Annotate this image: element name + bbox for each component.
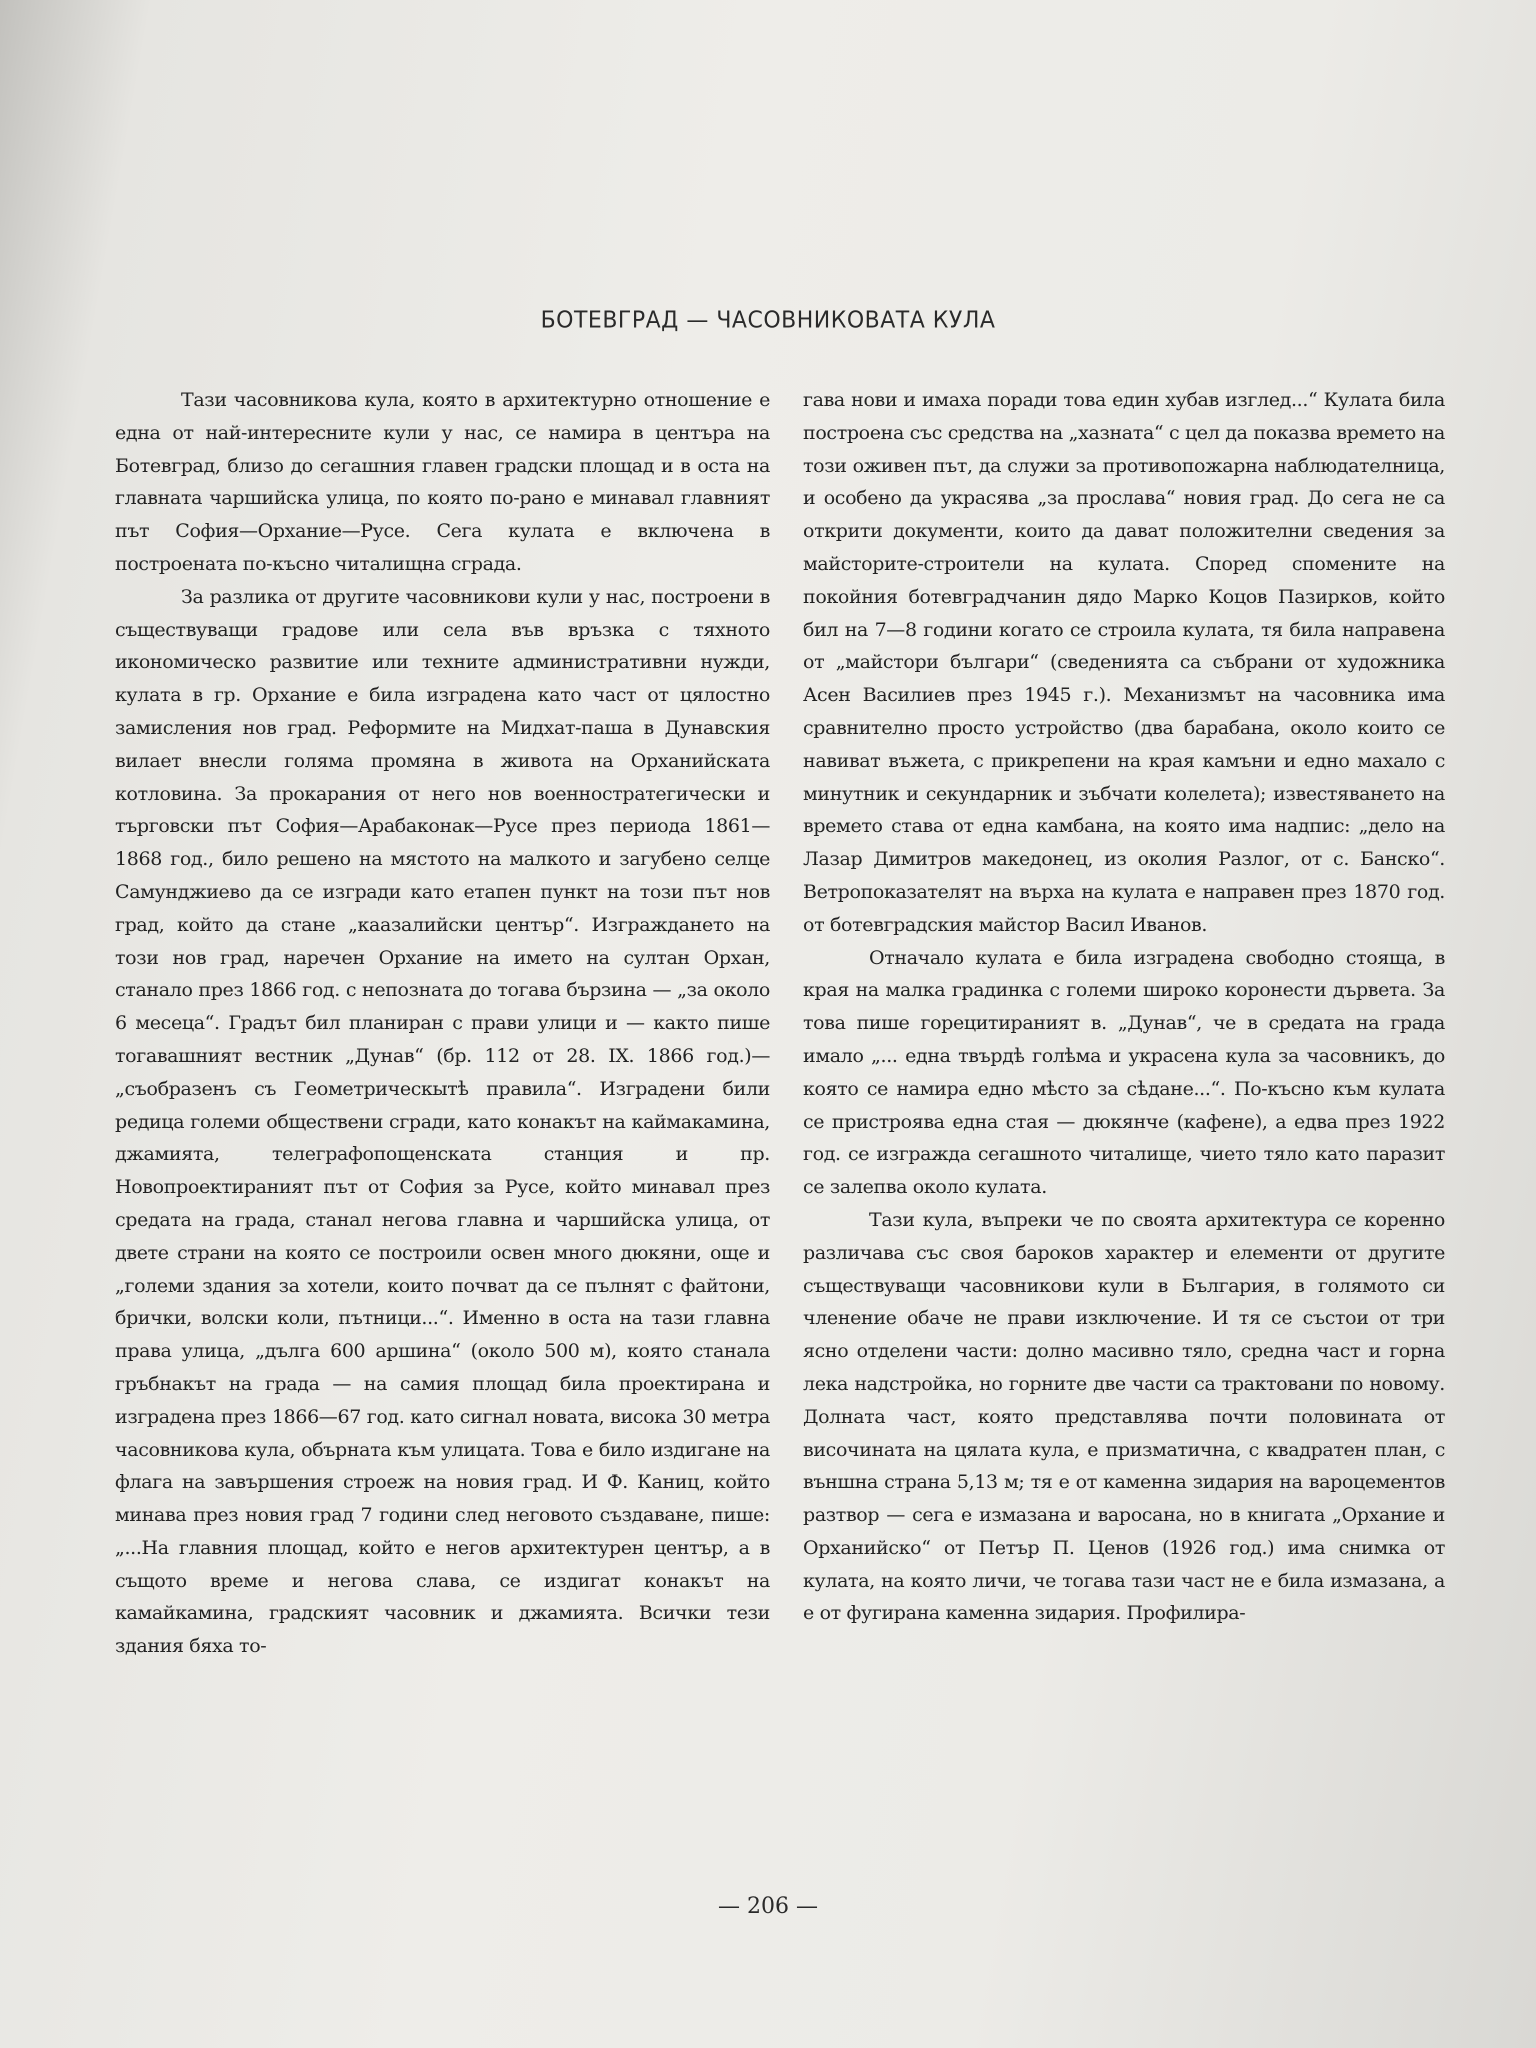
paragraph: Отначало кулата е била изградена свободно стояща, в края на малка градинка с големи широко коронести дървета. За това пише горецитираният в. „Дунав“, че в средата на града имало „... една твърдѣ голѣма и украсена кула за часовникъ, до която се намира едно мѣсто за сѣдане...“. По-късно към кулата се пристроява една стая — дюкянче (кафене), а едва през 1922 год. се изгражда сегашното читалище, чието тяло като паразит се залепва около кулата. — [803, 946, 1445, 1199]
right-column — [803, 384, 1445, 1630]
page-number: — 206 — — [718, 1894, 818, 1919]
paragraph: За разлика от другите часовникови кули у нас, построени в съществуващи градове или села във връзка с тяхното икономическо развитие или техните административни нужди, кулата в гр. Орхание е била изградена като част от цялостно замисления нов град. Реформите на Мидхат-паша в Дунавския вилает внесли голяма промяна в живота на Орханийската котловина. За прокарания от него нов военностратегически и търговски път София—Арабаконак—Русе през периода 1861—1868 год., било решено на мястото на малкото и загубено селце Самунджиево да се изгради като етапен пункт на този път нов град, който да стане „каазалийски център“. Изграждането на този нов град, наречен Орхание на името на султан Орхан, станало през 1866 год. с непозната до тогава бързина — „за около 6 месеца“. Градът бил планиран с прави улици и — както пише тогавашният вестник „Дунав“ (бр. 112 от 28. IX. 1866 год.)— „съобразенъ съ Геометрическытѣ правила“. Изградени били редица големи обществени сгради, като конакът на каймакамина, джамията, телеграфопощенската станция и пр. Новопроектираният път от София за Русе, който минавал през средата на града, станал негова главна и чаршийска улица, от двете страни на която се построили освен много дюкяни, още и „големи здания за хотели, които почват да се пълнят с файтони, брички, волски коли, пътници...“. Именно в оста на тази главна права улица, „дълга 600 аршина“ (около 500 м), която станала гръбнакът на града — на самия площад била проектирана и изградена през 1866—67 год. като сигнал новата, висока 30 метра часовникова кула, обърната към улицата. Това е било издигане на флага на завършения строеж на новия град. И Ф. Каниц, който минава през новия град 7 години след неговото създаване, пише: „...На главния площад, който е негов архитектурен център, а в същото време и негова слава, се издигат конакът на камайкамина, градският часовник и джамията. Всички тези здания бяха то- — [115, 585, 770, 1658]
paragraph: гава нови и имаха поради това един хубав изглед...“ Кулата била построена със средства на „хазната“ с цел да показва времето на този оживен път, да служи за противопожарна наблюдателница, и особено да украсява „за прослава“ новия град. До сега не са открити документи, които да дават положителни сведения за майсторите-строители на кулата. Според спомените на покойния ботевградчанин дядо Марко Коцов Пазирков, който бил на 7—8 години когато се строила кулата, тя била направена от „майстори българи“ (сведенията са събрани от художника Асен Василиев през 1945 г.). Механизмът на часовника има сравнително просто устройство (два барабана, около които се навиват въжета, с прикрепени на края камъни и едно махало с минутник и секундарник и зъбчати колелета); известяването на времето става от една камбана, на която има надпис: „дело на Лазар Димитров македонец, из околия Разлог, от с. Банско“. Ветропоказателят на върха на кулата е направен през 1870 год. от ботевградския майстор Васил Иванов. — [803, 389, 1445, 936]
paragraph: Тази кула, въпреки че по своята архитектура се коренно различава със своя бароков характер и елементи от другите съществуващи часовникови кули в България, в голямото си членение обаче не прави изключение. И тя се състои от три ясно отделени части: долно масивно тяло, средна част и горна лека надстройка, но горните две части са трактовани по новому. Долната част, която представлява почти половината от височината на цялата кула, е призматична, с квадратен план, с външна страна 5,13 м; тя е от каменна зидария на вароцементов разтвор — сега е измазана и варосана, но в книгата „Орхание и Орханийско“ от Петър П. Ценов (1926 год.) има снимка от кулата, на която личи, че тогава тази част не е била измазана, а е от фугирана каменна зидария. Профилира- — [803, 1208, 1445, 1625]
left-column — [115, 384, 770, 1663]
article-title: БОТЕВГРАД — ЧАСОВНИКОВАТА КУЛА — [540, 307, 996, 334]
paragraph: Тази часовникова кула, която в архитектурно отношение е една от най-интересните кули у нас, се намира в центъра на Ботевград, близо до сегашния главен градски площад и в оста на главната чаршийска улица, по която по-рано е минавал главният път София—Орхание—Русе. Сега кулата е включена в построената по-късно читалищна сграда. — [115, 389, 770, 575]
